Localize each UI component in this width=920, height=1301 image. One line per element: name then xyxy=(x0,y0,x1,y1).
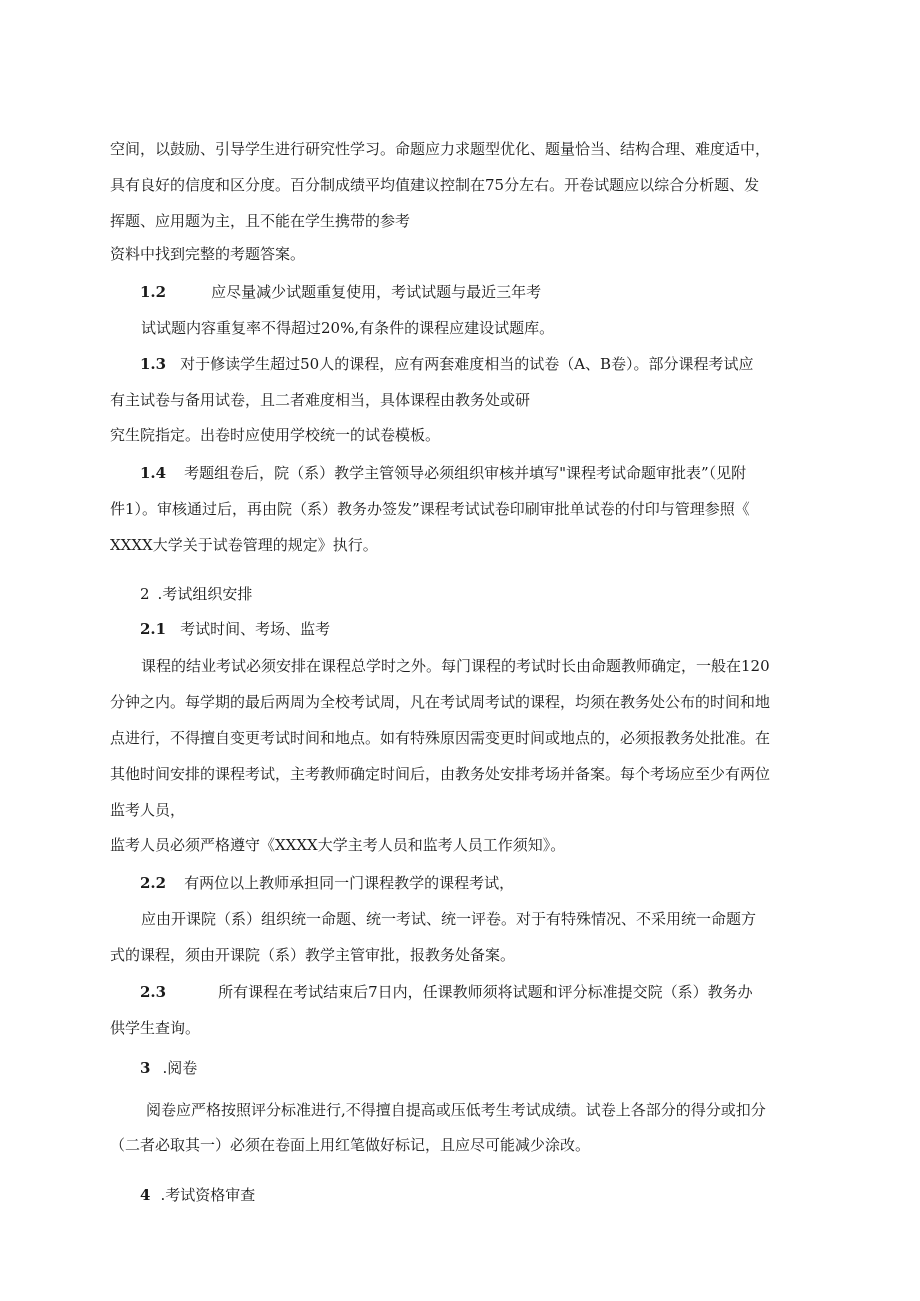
paragraph-line: 分钟之内。每学期的最后两周为全校考试周，凡在考试周考试的课程，均须在教务处公布的时间和地 xyxy=(110,693,771,711)
paragraph-line: 阅卷应严格按照评分标准进行,不得擅自提高或压低考生考试成绩。试卷上各部分的得分或扣分 xyxy=(146,1101,766,1119)
paragraph-line: 点进行，不得擅自变更考试时间和地点。如有特殊原因需变更时间或地点的，必须报教务处批准。在 xyxy=(110,729,771,747)
paragraph-line: （二者必取其一）必须在卷面上用红笔做好标记，且应尽可能减少涂改。 xyxy=(110,1136,591,1154)
paragraph-line: 课程的结业考试必须安排在课程总学时之外。每门课程的考试时长由命题教师确定，一般在120 xyxy=(141,657,770,675)
section-text: 考题组卷后，院（系）教学主管领导必须组织审核并填写"课程考试命题审批表”（见附 xyxy=(184,464,747,482)
paragraph-line: 监考人员， xyxy=(110,801,186,819)
section-number: 1.3 xyxy=(140,355,167,373)
paragraph-line: 具有良好的信度和区分度。百分制成绩平均值建议控制在75分左右。开卷试题应以综合分析题、发 xyxy=(110,176,760,194)
paragraph-line: 空间，以鼓励、引导学生进行研究性学习。命题应力求题型优化、题量恰当、结构合理、难度适中， xyxy=(110,140,771,158)
section-number: 2.3 xyxy=(140,983,167,1001)
paragraph-line: 监考人员必须严格遵守《XXXX大学主考人员和监考人员工作须知》。 xyxy=(110,836,566,854)
section-1-3 xyxy=(140,354,840,374)
section-1-2 xyxy=(140,282,840,302)
paragraph-line: 式的课程，须由开课院（系）教学主管审批，报教务处备案。 xyxy=(110,946,516,964)
section-text: 所有课程在考试结束后7日内，任课教师须将试题和评分标准提交院（系）教务办 xyxy=(218,983,753,1001)
section-text: .考试组织安排 xyxy=(157,585,253,603)
section-number: 1.2 xyxy=(140,283,167,301)
section-number: 1.4 xyxy=(140,464,167,482)
section-2-2 xyxy=(140,873,840,893)
section-number: 2.2 xyxy=(140,874,167,892)
section-text: .阅卷 xyxy=(162,1059,198,1077)
paragraph-line: 有主试卷与备用试卷，且二者难度相当，具体课程由教务处或研 xyxy=(110,391,531,409)
paragraph-line: 挥题、应用题为主，且不能在学生携带的参考 xyxy=(110,212,411,230)
section-text: 考试时间、考场、监考 xyxy=(180,620,331,638)
section-text: 有两位以上教师承担同一门课程教学的课程考试， xyxy=(184,874,515,892)
section-2-3 xyxy=(140,982,840,1002)
section-2-1 xyxy=(140,619,840,639)
section-text: .考试资格审查 xyxy=(160,1186,256,1204)
paragraph-line: 究生院指定。出卷时应使用学校统一的试卷模板。 xyxy=(110,426,441,444)
paragraph-line: 应由开课院（系）组织统一命题、统一考试、统一评卷。对于有特殊情况、不采用统一命题方 xyxy=(141,910,757,928)
section-number: 4 xyxy=(140,1186,151,1204)
paragraph-line: XXXX大学关于试卷管理的规定》执行。 xyxy=(110,536,378,554)
section-1-4 xyxy=(140,463,840,483)
paragraph-line: 其他时间安排的课程考试，主考教师确定时间后，由教务处安排考场并备案。每个考场应至少有两位 xyxy=(110,765,771,783)
section-2-heading xyxy=(140,584,840,604)
section-text: 对于修读学生超过50人的课程，应有两套难度相当的试卷（A、B卷）。部分课程考试应 xyxy=(180,355,754,373)
section-number: 2.1 xyxy=(140,620,167,638)
paragraph-line: 试试题内容重复率不得超过20%,有条件的课程应建设试题库。 xyxy=(141,319,555,337)
section-4-heading xyxy=(140,1185,840,1205)
section-number: 3 xyxy=(140,1059,151,1077)
paragraph-line: 供学生查询。 xyxy=(110,1019,201,1037)
section-text: 应尽量减少试题重复使用，考试试题与最近三年考 xyxy=(211,283,542,301)
paragraph-line: 件1）。审核通过后，再由院（系）教务办签发”课程考试试卷印刷审批单试卷的付印与管理参照《 xyxy=(110,500,750,518)
paragraph-line: 资料中找到完整的考题答案。 xyxy=(110,245,306,263)
section-number: 2 xyxy=(140,585,150,603)
section-3-heading xyxy=(140,1058,840,1078)
